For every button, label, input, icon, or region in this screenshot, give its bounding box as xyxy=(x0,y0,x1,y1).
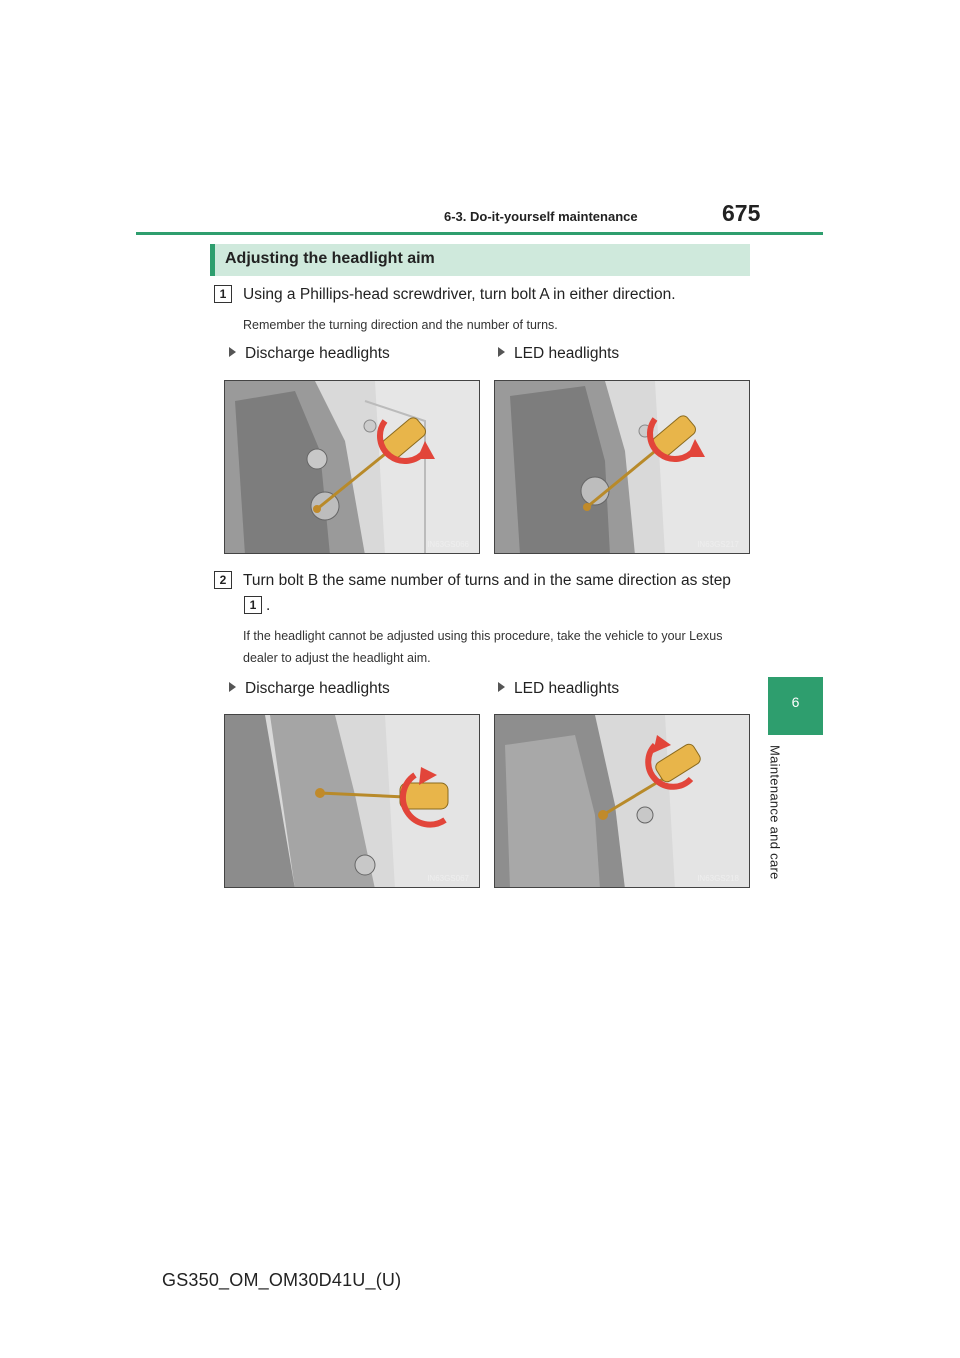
page-number: 675 xyxy=(722,200,761,226)
header-section-title: 6-3. Do-it-yourself maintenance xyxy=(444,209,638,224)
figure-led-bolt-a xyxy=(494,380,750,554)
step-1-text: Using a Phillips-head screwdriver, turn bolt A in either direction. xyxy=(243,286,676,303)
triangle-right-icon xyxy=(229,682,236,692)
step-2-text: Turn bolt B the same number of turns and in the same direction as step xyxy=(243,572,731,589)
illustration-led-bolt-b xyxy=(495,715,750,888)
chapter-tab[interactable] xyxy=(768,677,823,735)
illustration-discharge-bolt-b xyxy=(225,715,480,888)
triangle-right-icon xyxy=(229,347,236,357)
figure-code: IN63GS217 xyxy=(697,540,739,549)
step-2-note: If the headlight cannot be adjusted using this procedure, take the vehicle to your Lexus dealer to adjust the headlight aim. xyxy=(243,629,723,665)
illustration-led-bolt-a xyxy=(495,381,750,554)
figure-led-bolt-b xyxy=(494,714,750,888)
triangle-right-icon xyxy=(498,347,505,357)
figure-label-text: Discharge headlights xyxy=(245,345,390,362)
illustration-discharge-bolt-a xyxy=(225,381,480,554)
figure-discharge-bolt-b xyxy=(224,714,480,888)
triangle-right-icon xyxy=(498,682,505,692)
figure-label-discharge-1 xyxy=(229,345,390,363)
section-heading xyxy=(210,244,750,276)
figure-label-text: Discharge headlights xyxy=(245,680,390,697)
figure-code: IN63GS218 xyxy=(697,874,739,883)
figure-label-text: LED headlights xyxy=(514,345,620,362)
chapter-label-text: Maintenance and care xyxy=(767,745,783,880)
step-number-1: 1 xyxy=(214,285,232,303)
figure-code: IN63GS066 xyxy=(427,540,469,549)
figure-code: IN63GS067 xyxy=(427,874,469,883)
figure-label-text: LED headlights xyxy=(514,680,620,697)
figure-label-discharge-2 xyxy=(229,680,390,698)
step-2-text-end: . xyxy=(266,597,271,614)
figure-discharge-bolt-a xyxy=(224,380,480,554)
figure-label-led-2 xyxy=(498,680,619,698)
chapter-label xyxy=(760,745,790,895)
step-1-note: Remember the turning direction and the number of turns. xyxy=(243,318,558,332)
section-heading-text: Adjusting the headlight aim xyxy=(225,250,435,267)
footer-doc-code: GS350_OM_OM30D41U_(U) xyxy=(162,1270,402,1290)
step-2-ref-step: 1 xyxy=(244,596,262,614)
header-rule xyxy=(136,232,823,235)
figure-label-led-1 xyxy=(498,345,619,363)
step-number-2: 2 xyxy=(214,571,232,589)
chapter-number: 6 xyxy=(791,694,800,710)
